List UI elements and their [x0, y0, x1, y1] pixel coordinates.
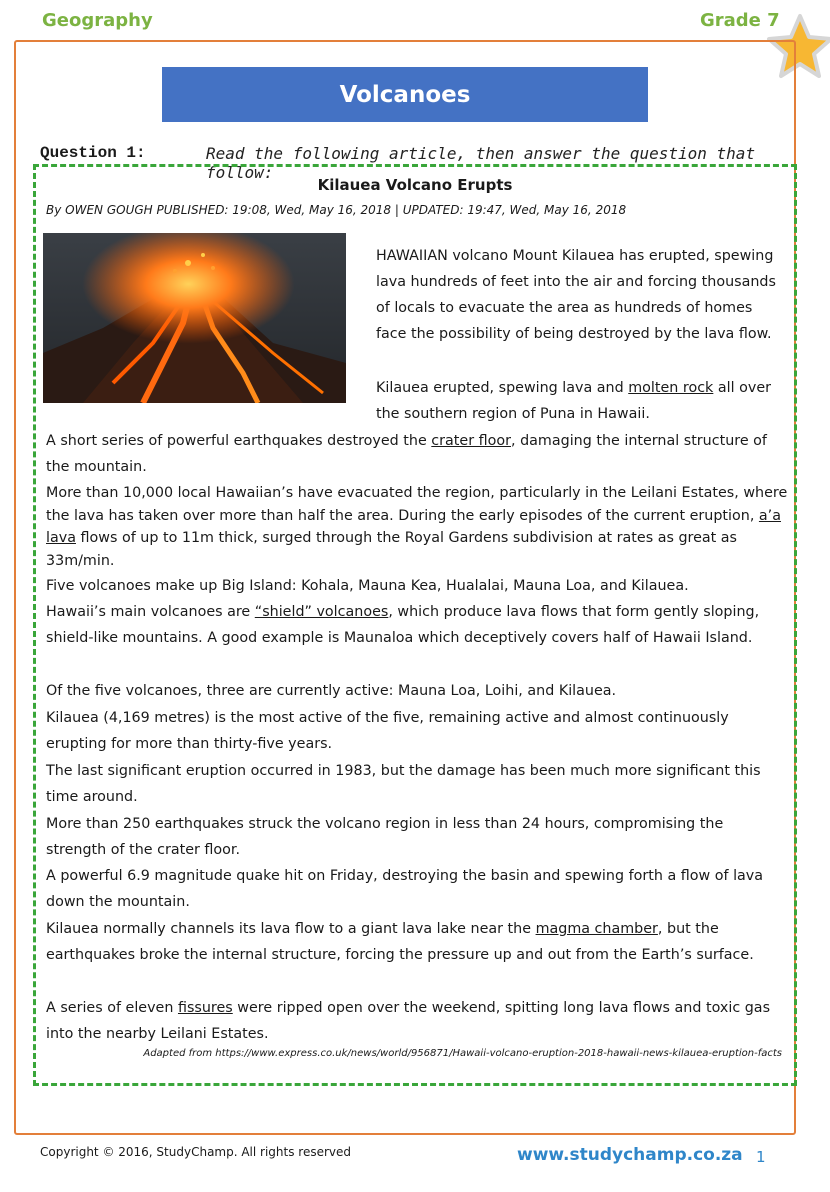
article-paragraph-8: Kilauea (4,169 metres) is the most active of the five, remaining active and almost continuously erupting for more than thirty-five years.: [46, 710, 729, 752]
page-title: Volcanoes: [162, 67, 648, 122]
page-number: 1: [756, 1148, 766, 1166]
article-paragraph-3: A short series of powerful earthquakes destroyed the crater floor, damaging the internal structure of the mountain.: [46, 433, 767, 475]
term-molten-rock: molten rock: [628, 380, 714, 396]
article-paragraph-5: Five volcanoes make up Big Island: Kohala, Mauna Kea, Hualalai, Mauna Loa, and Kilauea.: [46, 578, 689, 594]
grade-label: Grade 7: [700, 10, 780, 31]
article-paragraph-9: The last significant eruption occurred in 1983, but the damage has been much more significant this time around.: [46, 763, 761, 805]
article-paragraph-2: Kilauea erupted, spewing lava and molten rock all over the southern region of Puna in Hawaii.: [376, 380, 772, 422]
subject-label: Geography: [42, 10, 153, 31]
term-aa-lava: a’a lava: [46, 507, 781, 546]
term-magma-chamber: magma chamber: [535, 921, 658, 937]
term-shield-volcanoes: “shield” volcanoes: [254, 604, 389, 620]
copyright-text: Copyright © 2016, StudyChamp. All rights reserved: [40, 1145, 352, 1159]
article-paragraph-6: Hawaii’s main volcanoes are “shield” volcanoes, which produce lava flows that form gently sloping, shield-like mountains. A good example is Maunaloa which deceptively covers half of Hawaii Island.: [46, 604, 760, 646]
article-paragraph-10: More than 250 earthquakes struck the volcano region in less than 24 hours, compromising the strength of the crater floor.: [46, 816, 724, 858]
article-byline: By OWEN GOUGH PUBLISHED: 19:08, Wed, May 16, 2018 | UPDATED: 19:47, Wed, May 16, 2018: [46, 203, 627, 217]
article-headline: Kilauea Volcano Erupts: [317, 176, 513, 194]
article-paragraph-13: A series of eleven fissures were ripped open over the weekend, spitting long lava flows and toxic gas into the nearby Leilani Estates.: [46, 1000, 771, 1042]
article-paragraph-7: Of the five volcanoes, three are currently active: Mauna Loa, Loihi, and Kilauea.: [46, 683, 617, 699]
article-paragraph-4: More than 10,000 local Hawaiian’s have evacuated the region, particularly in the Leilani Estates, where the lava has taken over more than half the area. During the early episodes of the current eruption, a’a lava flows of up to 11m thick, surged through the Royal Gardens subdivision at rates as great as 33m/min.: [46, 485, 788, 569]
question-instruction: Read the following article, then answer the question that follow:: [206, 144, 756, 182]
term-fissures: fissures: [177, 1000, 233, 1016]
article-source: Adapted from https://www.express.co.uk/news/world/956871/Hawaii-volcano-eruption-2018-hawaii-news-kilauea-eruption-facts: [143, 1048, 782, 1059]
article-paragraph-1: HAWAIIAN volcano Mount Kilauea has erupted, spewing lava hundreds of feet into the air and forcing thousands of locals to evacuate the area as hundreds of homes face the possibility of being destroyed by the lava flow.: [376, 248, 776, 342]
question-label: Question 1:: [40, 144, 146, 162]
volcano-photo: [43, 233, 346, 403]
term-crater-floor: crater floor: [431, 433, 511, 449]
article-paragraph-11: A powerful 6.9 magnitude quake hit on Friday, destroying the basin and spewing forth a flow of lava down the mountain.: [46, 868, 764, 910]
website-link[interactable]: www.studychamp.co.za: [517, 1145, 743, 1165]
article-paragraph-12: Kilauea normally channels its lava flow to a giant lava lake near the magma chamber, but the earthquakes broke the internal structure, forcing the pressure up and out from the Earth’s surface.: [46, 921, 754, 963]
